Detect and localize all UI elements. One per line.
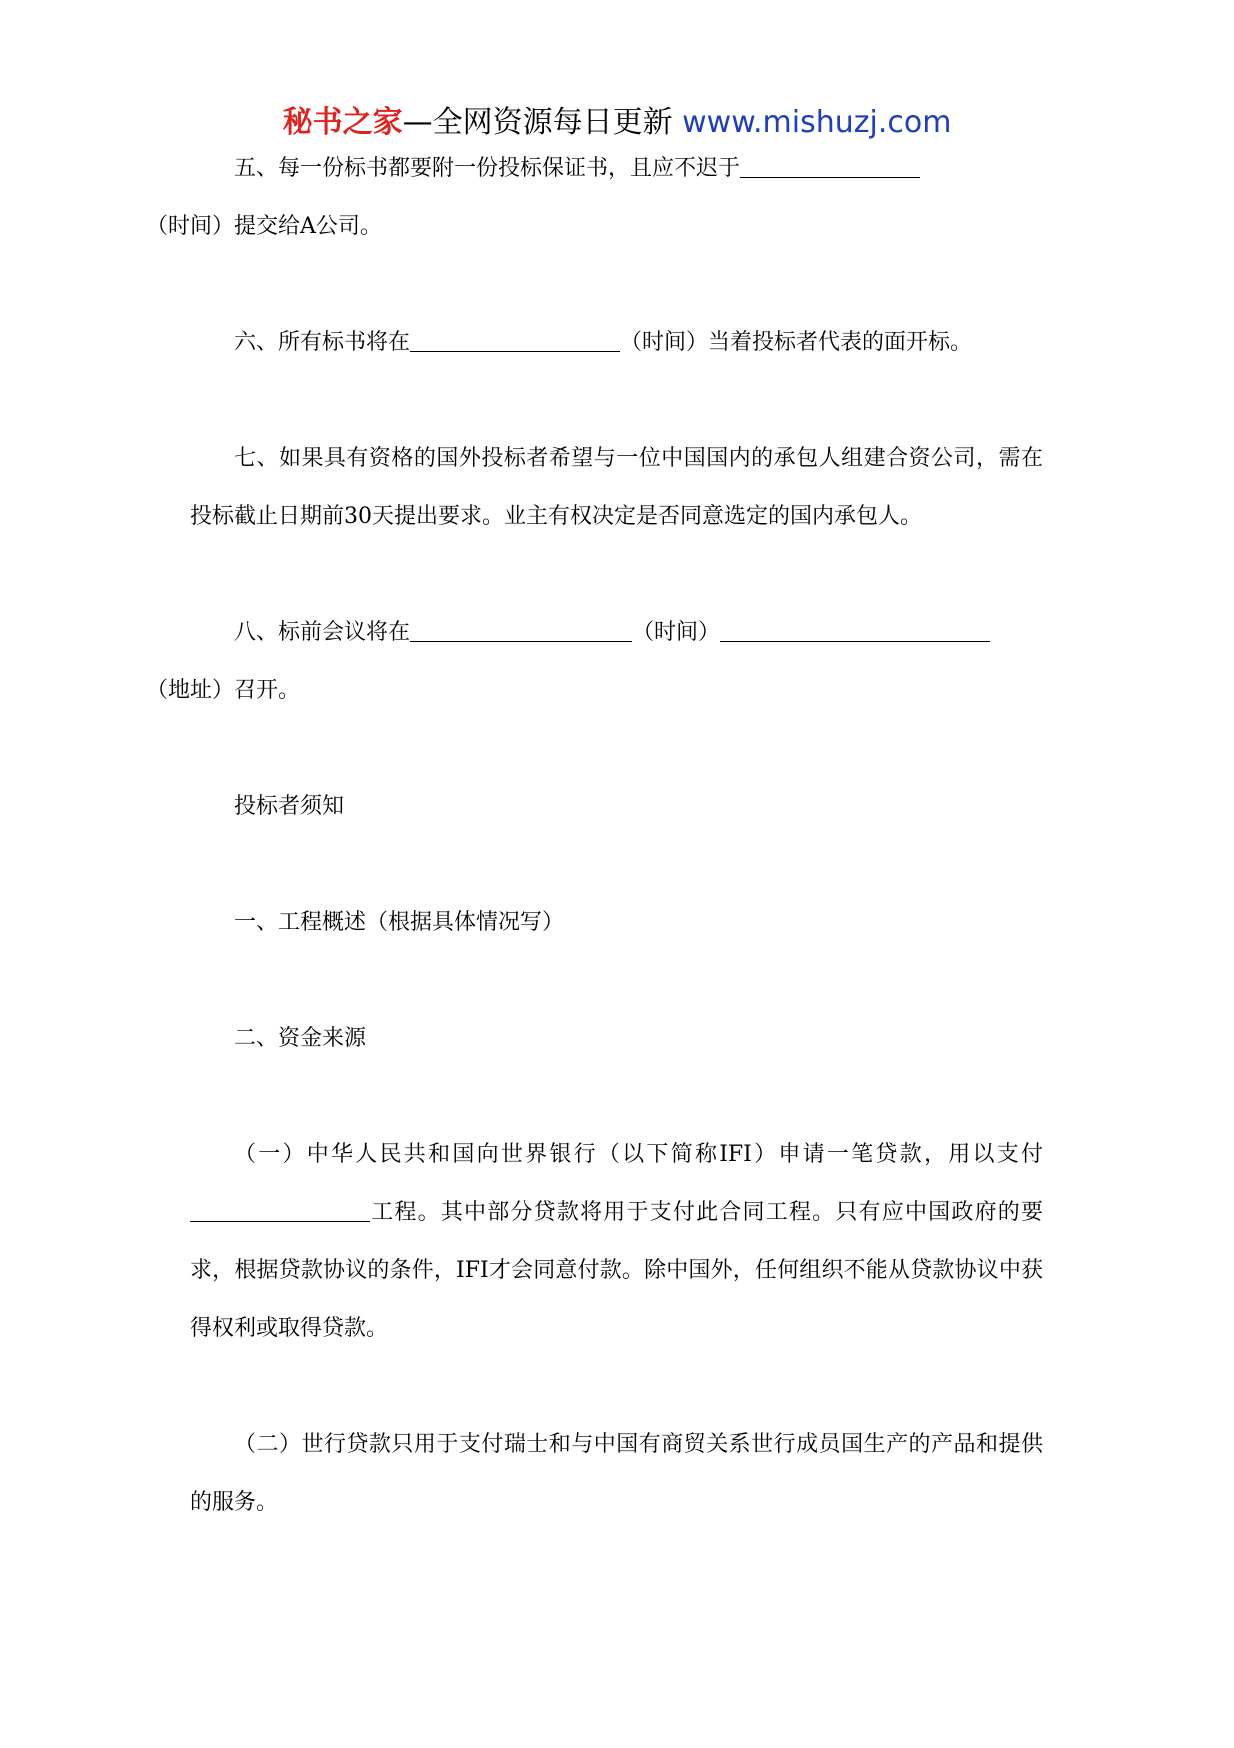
address-blank [720,619,990,642]
banner-brand: 秘书之家 [282,105,403,140]
banner-slogan: —全网资源每日更新 [402,105,683,140]
paragraph-5 [146,140,1043,256]
project-blank [190,1199,370,1222]
paragraph-5-text-continued: （时间）提交给A公司。 [146,214,382,239]
paragraph-7: 七、如果具有资格的国外投标者希望与一位中国国内的承包人组建合资公司，需在投标截止日期前30天提出要求。业主有权决定是否同意选定的国内承包人。 [190,446,1043,529]
paragraph-8-time-label: （时间） [632,620,721,645]
section-2-item-1-text-continued: 工程。其中部分贷款将用于支付此合同工程。只有应中国政府的要求，根据贷款协议的条件，IFI才会同意付款。除中国外，任何组织不能从贷款协议中获得权利或取得贷款。 [190,1200,1043,1341]
section-1-heading: 一、工程概述（根据具体情况写） [234,910,565,935]
time-blank [410,619,632,642]
paragraph-6 [190,314,1043,372]
time-blank [740,155,920,178]
section-2-item-1 [190,1126,1043,1358]
paragraph-8-text-continued: （地址）召开。 [146,678,301,703]
section-2-item-2: （二）世行贷款只用于支付瑞士和与中国有商贸关系世行成员国生产的产品和提供的服务。 [190,1432,1043,1515]
time-blank [410,329,620,352]
site-banner [0,103,1234,143]
paragraph-6-text-continued: （时间）当着投标者代表的面开标。 [620,330,973,355]
section-title: 投标者须知 [234,794,345,819]
paragraph-8-text: 八、标前会议将在 [234,620,411,645]
banner-url[interactable]: www.mishuzj.com [682,105,952,140]
document-body [146,140,1043,1532]
section-2-heading: 二、资金来源 [234,1026,367,1051]
section-2-item-1-text: （一）中华人民共和国向世界银行（以下简称IFI）申请一笔贷款，用以支付 [234,1142,1043,1167]
paragraph-5-text: 五、每一份标书都要附一份投标保证书，且应不迟于 [234,156,741,181]
paragraph-8 [146,604,1043,720]
paragraph-6-text: 六、所有标书将在 [234,330,411,355]
